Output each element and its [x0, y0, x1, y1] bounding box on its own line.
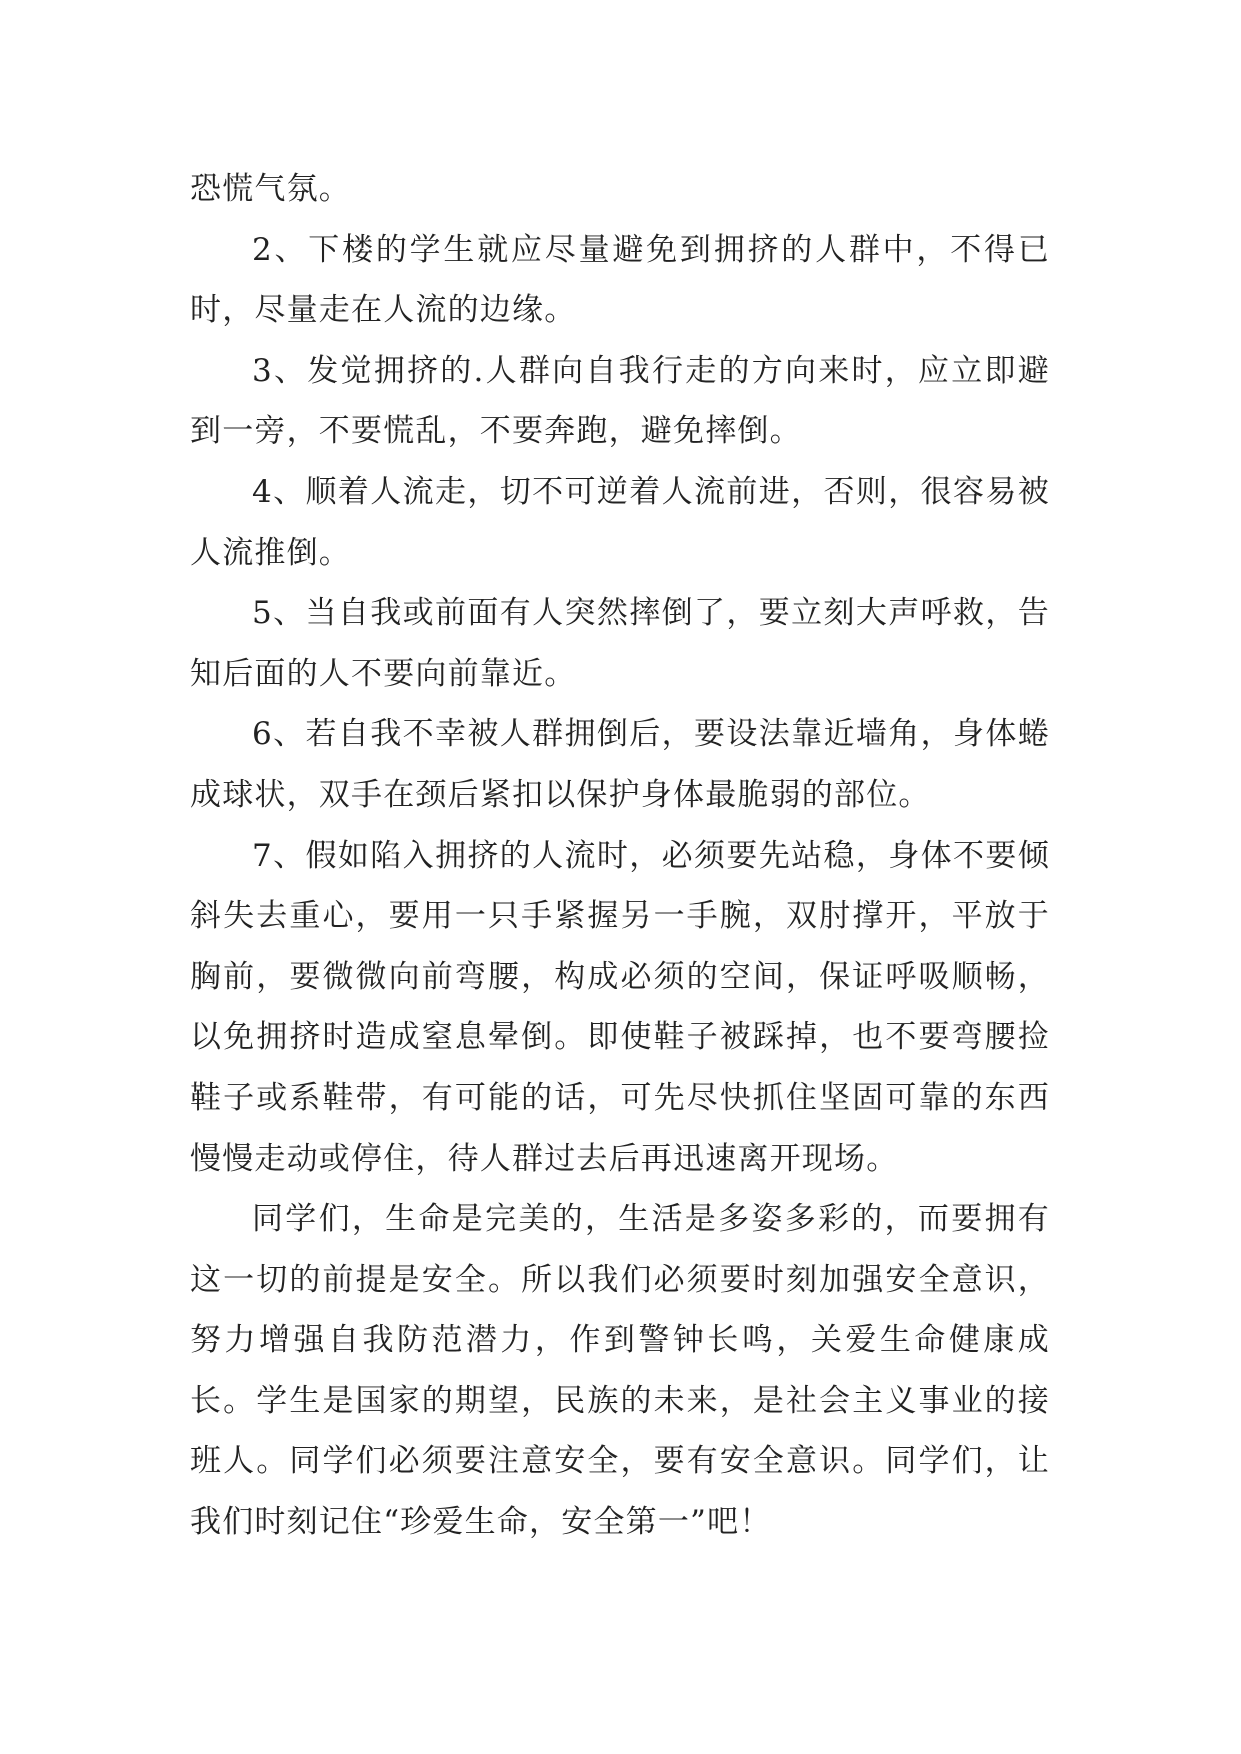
- document-body: [190, 159, 1050, 1553]
- paragraph-conclusion: 同学们，生命是完美的，生活是多姿多彩的，而要拥有这一切的前提是安全。所以我们必须要时刻加强安全意识，努力增强自我防范潜力，作到警钟长鸣，关爱生命健康成长。学生是国家的期望，民族的未来，是社会主义事业的接班人。同学们必须要注意安全，要有安全意识。同学们，让我们时刻记住“珍爱生命，安全第一”吧！: [190, 1201, 1050, 1541]
- paragraph-tip-5: 5、当自我或前面有人突然摔倒了，要立刻大声呼救，告知后面的人不要向前靠近。: [190, 595, 1050, 692]
- paragraph-tip-7: 7、假如陷入拥挤的人流时，必须要先站稳，身体不要倾斜失去重心，要用一只手紧握另一手腕，双肘撑开，平放于胸前，要微微向前弯腰，构成必须的空间，保证呼吸顺畅，以免拥挤时造成窒息晕倒。即使鞋子被踩掉，也不要弯腰捡鞋子或系鞋带，有可能的话，可先尽快抓住坚固可靠的东西慢慢走动或停住，待人群过去后再迅速离开现场。: [190, 837, 1050, 1177]
- paragraph-tip-2: 2、下楼的学生就应尽量避免到拥挤的人群中，不得已时，尽量走在人流的边缘。: [190, 231, 1050, 329]
- paragraph-tip-4: 4、顺着人流走，切不可逆着人流前进，否则，很容易被人流推倒。: [190, 473, 1050, 571]
- paragraph-tip-6: 6、若自我不幸被人群拥倒后，要设法靠近墙角，身体蜷成球状，双手在颈后紧扣以保护身体最脆弱的部位。: [190, 716, 1050, 813]
- paragraph-tip-3: 3、发觉拥挤的.人群向自我行走的方向来时，应立即避到一旁，不要慌乱，不要奔跑，避免摔倒。: [190, 352, 1050, 450]
- paragraph-continuation: 恐慌气氛。: [190, 171, 351, 207]
